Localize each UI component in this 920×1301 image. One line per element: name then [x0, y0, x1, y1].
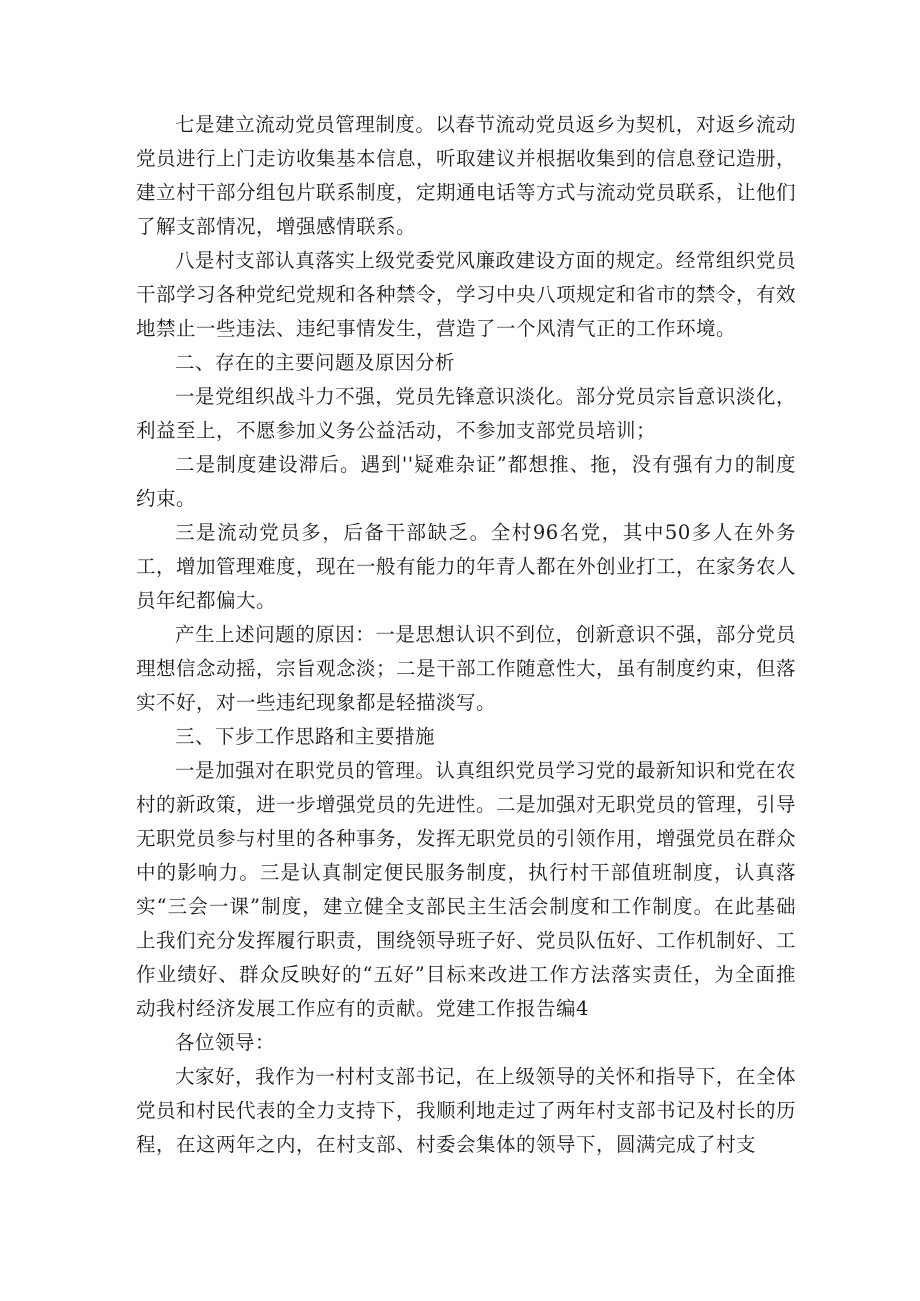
paragraph-problem-two: 二是制度建设滞后。遇到''疑难杂证”都想推、拖，没有强有力的制度约束。	[136, 453, 796, 510]
paragraph-speech-opening: 大家好，我作为一村村支部书记，在上级领导的关怀和指导下，在全体党员和村民代表的全力支持下，我顺利地走过了两年村支部书记及村长的历程，在这两年之内，在村支部、村委会集体的领导下，圆满完成了村支	[136, 1065, 797, 1156]
paragraph-problem-three: 三是流动党员多，后备干部缺乏。全村96名党，其中50多人在外务工，增加管理难度，现在一般有能力的年青人都在外创业打工，在家务农人员年纪都偏大。	[136, 521, 797, 612]
paragraph-integrity-rules: 八是村支部认真落实上级党委党风廉政建设方面的规定。经常组织党员干部学习各种党纪党规和各种禁令，学习中央八项规定和省市的禁令，有效地禁止一些违法、违纪事情发生，营造了一个风清气正的工作环境。	[136, 249, 797, 340]
paragraph-causes: 产生上述问题的原因：一是思想认识不到位，创新意识不强，部分党员理想信念动摇，宗旨观念淡；二是干部工作随意性大，虽有制度约束，但落实不好，对一些违纪现象都是轻描淡写。	[136, 623, 797, 714]
paragraph-mobile-party-members: 七是建立流动党员管理制度。以春节流动党员返乡为契机，对返乡流动党员进行上门走访收集基本信息，听取建议并根据收集到的信息登记造册，建立村干部分组包片联系制度，定期通电话等方式与流动党员联系，让他们了解支部情况，增强感情联系。	[136, 113, 797, 238]
section-heading-problems: 二、存在的主要问题及原因分析	[175, 351, 456, 374]
paragraph-salutation: 各位领导：	[175, 1031, 276, 1054]
section-heading-next-steps: 三、下步工作思路和主要措施	[175, 725, 436, 748]
paragraph-measures: 一是加强对在职党员的管理。认真组织党员学习党的最新知识和党在农村的新政策，进一步增强党员的先进性。二是加强对无职党员的管理，引导无职党员参与村里的各种事务，发挥无职党员的引领作用，增强党员在群众中的影响力。三是认真制定便民服务制度，执行村干部值班制度，认真落实“三会一课”制度，建立健全支部民主生活会制度和工作制度。在此基础上我们充分发挥履行职责，围绕领导班子好、党员队伍好、工作机制好、工作业绩好、群众反映好的“五好”目标来改进工作方法落实责任，为全面推动我村经济发展工作应有的贡献。党建工作报告编4	[136, 759, 797, 1020]
paragraph-problem-one: 一是党组织战斗力不强，党员先锋意识淡化。部分党员宗旨意识淡化，利益至上，不愿参加义务公益活动，不参加支部党员培训；	[136, 385, 796, 442]
document-page	[136, 108, 796, 1162]
